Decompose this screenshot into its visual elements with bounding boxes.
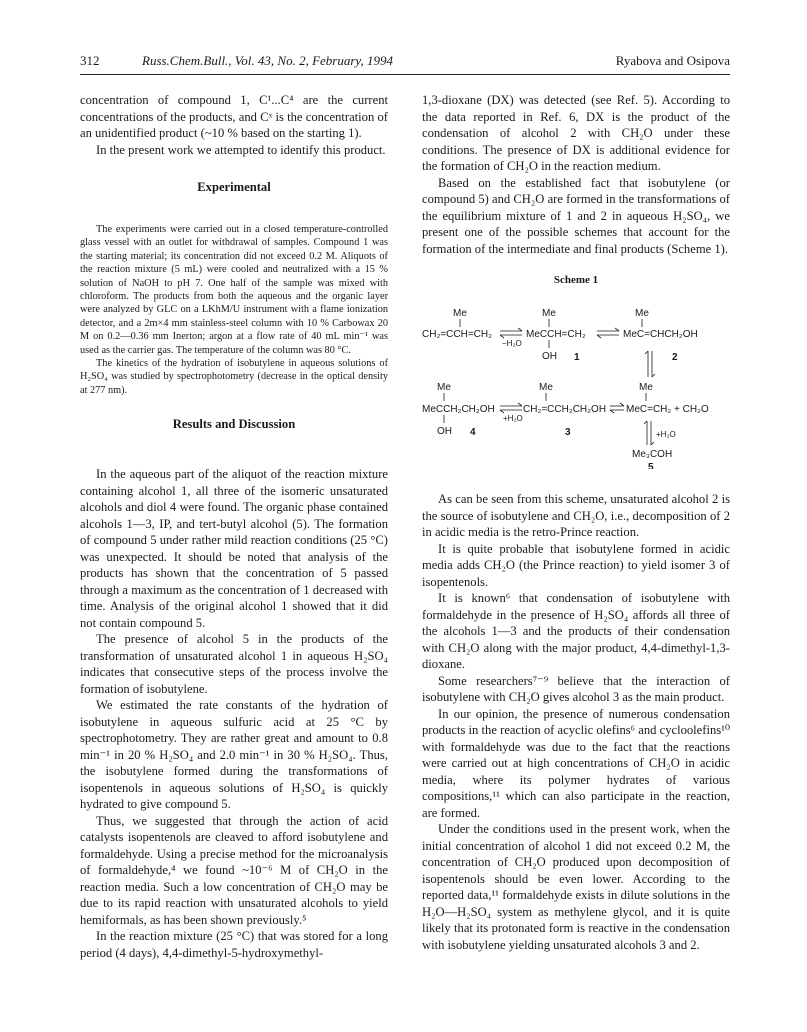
methyl-label: Me [437,382,451,393]
arrowhead [597,335,601,338]
arrowhead [615,328,619,331]
arrowhead [620,403,624,406]
experimental-paragraph: The experiments were carried out in a closed temperature-controlled glass vessel with an outlet for withdrawal of samples. Compound 1 was the starting material; its concentration did not exceed 0.2 M. Aliquots of the reaction mixture (5 mL) were cooled and neutralized with a 15 % solution of NaOH to pH 7. One half of the sample was mixed with chloroform. The products from both the aqueous and the organic layer were analyzed by GLC on a LKhM/U instrument with a flame ionization detector, and a 2m×4 mm stainless-steel column with 10 % Carbowax 20 M on 0.2—0.36 mm Inerton; argon at a flow rate of 40 mL min⁻¹ was used as the carrier gas. The temperature of the column was 80 °C. [80,224,388,356]
hydroxyl-label: OH [437,426,452,437]
arrowhead [500,410,504,413]
methyl-label: Me [539,382,553,393]
alcohol-3-formula: CH₂=CCH₂CH₂OH [523,404,607,415]
compound-number: 1 [574,352,580,363]
results-paragraph: Thus, we suggested that through the action of acid catalysts isopentenols are cleaved to afford isobutylene and formaldehyde. Using a precise method for the microanalysis of formaldehyde,⁴ we found ~10⁻⁶ M of CH₂O in the reaction media. Such a low concentration of CH₂O may be due to its rapid reaction with unsaturated alcohols to yield hemiformals, as has been shown previously.⁵ [80,813,388,927]
body-paragraph: Under the conditions used in the present work, when the initial concentration of alcohol 1 did not exceed 0.2 M, the concentration of CH₂O produced upon decomposition of isopentenols should be even lower. According to the reported data,¹¹ formaldehyde exists in dilute solutions in the H₂O—H₂SO₄ system as methylene glycol, and it is quite likely that its protonated form is reactive in the condensation with isobutylene yielding unsaturated alcohols 3 and 2. [422,822,730,952]
hydration-label: +H₂O [656,430,676,439]
compound-number: 5 [648,462,654,469]
results-heading: Results and Discussion [172,417,296,432]
compound-number: 2 [672,352,678,363]
alcohol-1-formula: MeC=CHCH₂OH [623,329,698,340]
experimental-heading: Experimental [197,180,271,194]
results-paragraph: We estimated the rate constants of the hydration of isobutylene in aqueous sulfuric acid at 25 °C by spectrophotometry. They are rather great and amount to 0.8 min⁻¹ in 20 % H₂SO₄ and 2.0 min⁻¹ in 30 % H₂SO₄. Thus, the isobutylene formed during the transformations of isopentenols in aqueous solutions of H₂SO₄ is quickly hydrated to give compound 5. [80,698,388,812]
experimental-paragraph: The kinetics of the hydration of isobutylene in aqueous solutions of H₂SO₄ was studied by spectrophotometry (decrease in the optical density at 277 nm). [80,358,388,396]
tert-butanol-formula: Me₃COH [632,449,673,460]
body-paragraph: It is known⁶ that condensation of isobutylene with formaldehyde in the presence of H₂SO₄ affords all three of the alcohols 1—3 and the products of their condensation with CH₂O along with the major product, 4,4-dimethyl-1,3-dioxane. [422,591,730,671]
arrowhead [645,351,648,354]
intro-paragraph: In the present work we attempted to identify this product. [96,142,386,157]
body-paragraph: As can be seen from this scheme, unsaturated alcohol 2 is the source of isobutylene and CH₂O, i.e., decomposition of 2 in acidic media is the retro-Prince reaction. [422,492,730,539]
reaction-scheme [422,273,730,469]
results-paragraph: In the reaction mixture (25 °C) that was stored for a long period (4 days), 4,4-dimethyl-5-hydroxymethyl- [80,929,388,960]
body-paragraph: It is quite probable that isobutylene formed in acidic media adds CH₂O (the Prince reaction) to yield isomer 3 of isopentenols. [422,541,730,589]
running-authors: Ryabova and Osipova [615,53,730,68]
methyl-label: Me [542,308,556,319]
arrowhead [518,403,522,406]
running-header [80,53,730,73]
page-number: 312 [80,53,100,68]
arrowhead [652,374,655,377]
dehydration-label: −H₂O [502,339,522,348]
results-paragraph: In the aqueous part of the aliquot of the reaction mixture containing alcohol 1, all three of the isomeric unsaturated alcohols and diol 4 were found. The organic phase contained alcohols 1—3, IP, and tert-butyl alcohol (5). The formation of compound 5 under rather mild reaction conditions (25 °C) was unexpected. It should be noted that analysis of the products has shown that the concentration of 5 passed through a maximum as the concentration of 1 decreased with time. Analysis of the original alcohol 1 showed that it did not contain compound 5. [80,467,388,630]
scheme-diagram [422,273,730,469]
methyl-label: Me [453,308,467,319]
isobutylene-formula: MeC=CH₂ + CH₂O [626,404,709,415]
isoprene-formula: CH₂=CCH=CH₂ [422,329,492,340]
arrowhead [651,442,654,445]
alcohol-2-formula: MeCCH=CH₂ [526,329,586,340]
methyl-label: Me [639,382,653,393]
arrowhead [518,328,522,331]
hydration-label: +H₂O [503,414,523,423]
methyl-label: Me [635,308,649,319]
right-column [422,92,730,953]
scheme-title: Scheme 1 [553,274,599,286]
hydroxyl-label: OH [542,351,557,362]
body-paragraph: In our opinion, the presence of numerous condensation products in the reaction of acyclic olefins⁶ and cycloolefins¹⁰ with formaldehyde was due to the fact that the reactions were carried out at high concentrations of CH₂O in acidic media, where its polymer hydrates of various compositions,¹¹ which can also participate in the reaction, are formed. [422,706,730,820]
intro-paragraph: concentration of compound 1, C¹...C⁴ are the current concentrations of the products, and Cˣ is the concentration of an unidentified product (~10 % based on the starting 1). [80,93,388,140]
diol-4-formula: MeCCH₂CH₂OH [422,404,495,415]
left-column [80,92,388,961]
arrowhead [644,421,647,424]
body-paragraph: Based on the established fact that isobutylene (or compound 5) and CH₂O are formed in the transformations of the equilibrium mixture of 1 and 2 in aqueous H₂SO₄, we present one of the possible schemes that account for the formation of the intermediate and final products (Scheme 1). [422,175,730,256]
compound-number: 4 [470,427,476,438]
arrowhead [610,410,614,413]
body-paragraph: 1,3-dioxane (DX) was detected (see Ref. 5). According to the data reported in Ref. 6, DX is the product of the condensation of alcohol 2 with CH₂O under these conditions. The presence of DX is additional evidence for the formation of CH₂O in the reaction medium. [422,93,730,173]
header-rule [80,74,730,75]
compound-number: 3 [565,427,571,438]
body-paragraph: Some researchers⁷⁻⁹ believe that the interaction of isobutylene with CH₂O gives alcohol 3 as the main product. [422,673,730,704]
journal-citation: Russ.Chem.Bull., Vol. 43, No. 2, February, 1994 [142,53,393,68]
arrowhead [500,335,504,338]
results-paragraph: The presence of alcohol 5 in the products of the transformation of unsaturated alcohol 1 in aqueous H₂SO₄ indicates that consecutive steps of the process involve the formation of isobutylene. [80,632,388,696]
